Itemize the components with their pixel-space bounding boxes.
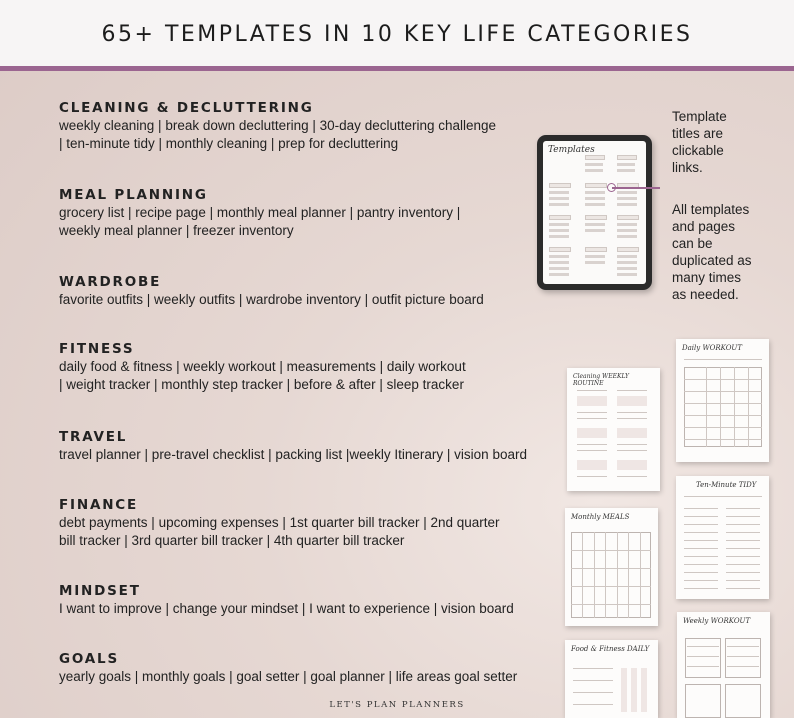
thumbnail-monthly-meals[interactable] [565,508,658,626]
category-items-line: weekly cleaning | break down decluttering | 30-day decluttering challenge [59,118,497,133]
thumbnail-ten-minute-tidy[interactable] [676,476,769,599]
note-line: and pages [672,219,736,234]
tablet-screen-title: Templates [548,145,595,155]
thumbnail-title: Daily WORKOUT [682,344,742,352]
category-items-line: travel planner | pre-travel checklist | packing list |weekly Itinerary | vision board [59,447,527,462]
thumbnail-daily-workout[interactable] [676,339,769,462]
category-fitness [59,340,529,394]
category-items-line: bill tracker | 3rd quarter bill tracker | 4th quarter bill tracker [59,533,405,548]
category-meal-planning [59,186,529,240]
category-items-line: weekly meal planner | freezer inventory [59,223,294,238]
category-items-line: | weight tracker | monthly step tracker | before & after | sleep tracker [59,377,464,392]
brand-footer: LET'S PLAN PLANNERS [329,700,465,710]
category-finance [59,496,529,550]
category-items-line: | ten-minute tidy | monthly cleaning | prep for decluttering [59,136,399,151]
category-items-line: I want to improve | change your mindset | I want to experience | vision board [59,601,514,616]
category-title: TRAVEL [59,429,128,445]
category-items-line: favorite outfits | weekly outfits | wardrobe inventory | outfit picture board [59,292,484,307]
note-line: links. [672,160,703,175]
thumbnail-title: Weekly WORKOUT [683,617,751,625]
category-title: WARDROBE [59,274,162,290]
category-title: MINDSET [59,583,141,599]
note-line: All templates [672,202,750,217]
category-items-line: yearly goals | monthly goals | goal setter | goal planner | life areas goal setter [59,669,518,684]
category-title: CLEANING & DECLUTTERING [59,100,314,116]
callout-line [612,187,660,189]
note-line: titles are [672,126,724,141]
tablet-screen[interactable] [543,141,646,284]
thumbnail-title: Monthly MEALS [571,513,630,521]
category-travel [59,428,529,464]
note-line: can be [672,236,713,251]
category-title: FITNESS [59,341,135,357]
category-title: GOALS [59,651,119,667]
thumbnail-title: Ten-Minute TIDY [696,481,757,489]
thumbnail-title: Food & Fitness DAILY [571,645,650,653]
category-cleaning [59,99,529,153]
category-wardrobe [59,273,529,309]
category-goals [59,650,529,686]
thumbnail-title: Cleaning WEEKLY ROUTINE [573,373,630,387]
note-line: Template [672,109,727,124]
category-items-line: daily food & fitness | weekly workout | measurements | daily workout [59,359,466,374]
category-items-line: debt payments | upcoming expenses | 1st quarter bill tracker | 2nd quarter [59,515,500,530]
note-line: duplicated as [672,253,752,268]
header-divider [0,66,794,71]
category-mindset [59,582,529,618]
note-line: as needed. [672,287,739,302]
category-title: MEAL PLANNING [59,187,208,203]
note-line: clickable [672,143,724,158]
page-title: 65+ TEMPLATES IN 10 KEY LIFE CATEGORIES [101,21,693,47]
tablet-mockup [537,135,652,290]
category-items-line: grocery list | recipe page | monthly meal planner | pantry inventory | [59,205,461,220]
header-banner [0,0,794,68]
note-line: many times [672,270,742,285]
category-title: FINANCE [59,497,139,513]
thumbnail-cleaning-weekly-routine[interactable] [567,368,660,491]
note-duplicate [672,201,792,303]
note-clickable-links [672,108,792,176]
